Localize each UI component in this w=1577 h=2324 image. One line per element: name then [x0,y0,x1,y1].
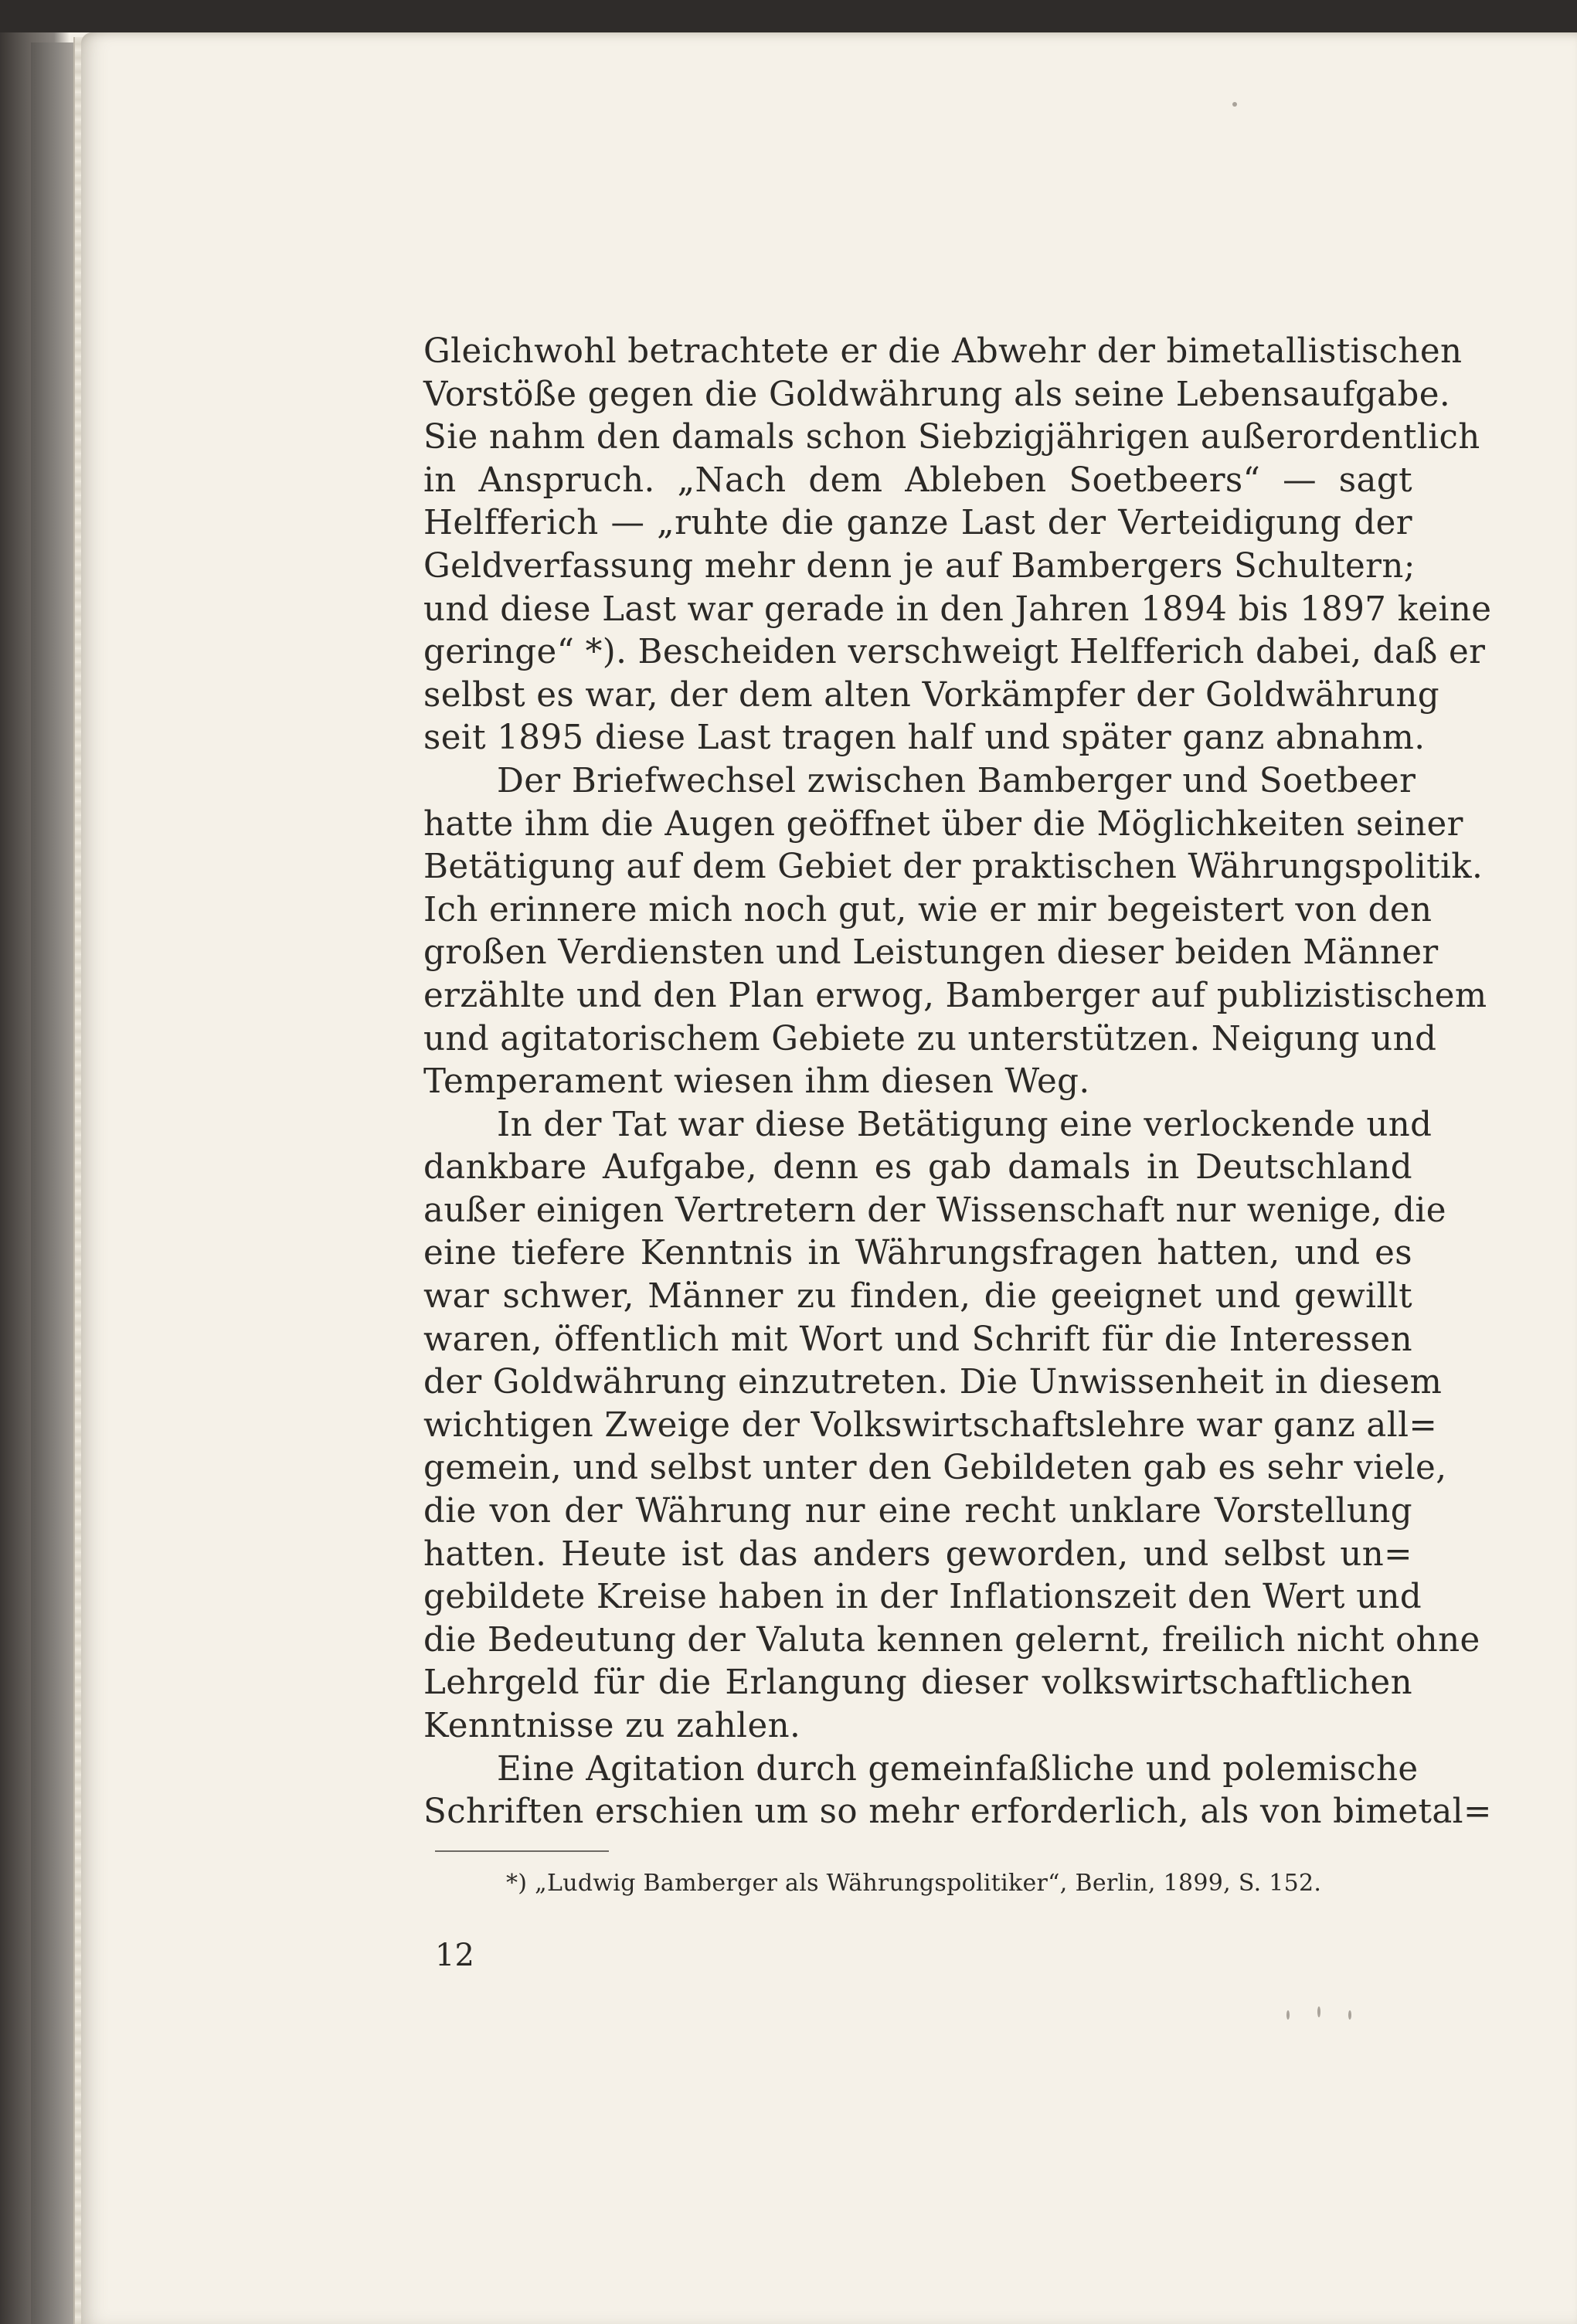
text-line: Betätigung auf dem Gebiet der praktischen Währungspolitik. [423,848,1484,887]
text-line: Gleichwohl betrachtete er die Abwehr der bimetallistischen [423,332,1463,371]
text-line: hatte ihm die Augen geöffnet über die Möglichkeiten seiner [423,804,1463,844]
text-line: dankbare Aufgabe, denn es gab damals in Deutschland [423,1148,1412,1187]
text-line: Der Briefwechsel zwischen Bamberger und Soetbeer [497,761,1416,800]
text-line: Vorstöße gegen die Goldwährung als seine Lebensaufgabe. [423,375,1451,414]
text-line: war schwer, Männer zu finden, die geeignet und gewillt [423,1277,1412,1317]
text-line: Temperament wiesen ihm diesen Weg. [423,1062,1090,1102]
footnote: *) „Ludwig Bamberger als Währungspolitiker“, Berlin, 1899, S. 152. [506,1870,1322,1897]
text-line: Eine Agitation durch gemeinfaßliche und polemische [497,1749,1419,1789]
text-line: hatten. Heute ist das anders geworden, und selbst un= [423,1534,1412,1574]
text-line: seit 1895 diese Last tragen half und später ganz abnahm. [423,719,1426,758]
footnote-divider [435,1850,609,1852]
text-line: Sie nahm den damals schon Siebzigjährigen außerordentlich [423,418,1480,457]
text-line: Schriften erschien um so mehr erforderlich, als von bimetal= [423,1792,1492,1832]
text-line: gemein, und selbst unter den Gebildeten gab es sehr viele, [423,1449,1447,1488]
paragraph-2 [423,760,1487,1104]
paper-speck [1232,102,1237,107]
text-line: die von der Währung nur eine recht unklare Vorstellung [423,1492,1412,1531]
body-text [423,331,1492,1834]
paper-speck [1286,2010,1290,2020]
text-line: außer einigen Vertretern der Wissenschaft nur wenige, die [423,1191,1446,1230]
text-line: eine tiefere Kenntnis in Währungsfragen hatten, und es [423,1234,1412,1273]
text-line: Geldverfassung mehr denn je auf Bambergers Schultern; [423,546,1416,586]
text-line: wichtigen Zweige der Volkswirtschaftslehre war ganz all= [423,1405,1438,1445]
text-line: die Bedeutung der Valuta kennen gelernt, freilich nicht ohne [423,1620,1480,1660]
paragraph-4 [423,1748,1492,1834]
text-line: der Goldwährung einzutreten. Die Unwissenheit in diesem [423,1363,1443,1402]
paper-speck [1317,2006,1320,2017]
page-number: 12 [435,1938,474,1973]
text-line: großen Verdiensten und Leistungen dieser beiden Männer [423,933,1439,973]
text-line: selbst es war, der dem alten Vorkämpfer der Goldwährung [423,675,1439,715]
text-line: Ich erinnere mich noch gut, wie er mir begeistert von den [423,890,1433,929]
text-line: geringe“ *). Bescheiden verschweigt Helfferich dabei, daß er [423,633,1486,672]
scan-background-top [0,0,1577,32]
text-line: Kenntnisse zu zahlen. [423,1707,801,1745]
paragraph-1 [423,331,1492,760]
text-line: und diese Last war gerade in den Jahren 1894 bis 1897 keine [423,589,1492,629]
text-line: und agitatorischem Gebiete zu unterstützen. Neigung und [423,1019,1437,1058]
text-line: Helfferich — „ruhte die ganze Last der Verteidigung der [423,504,1412,543]
text-line: waren, öffentlich mit Wort und Schrift für die Interessen [423,1320,1412,1359]
text-line: in Anspruch. „Nach dem Ableben Soetbeers“ — sagt [423,460,1412,500]
paragraph-3 [423,1104,1480,1748]
paper-speck [1348,2010,1351,2020]
text-line: gebildete Kreise haben in der Inflationszeit den Wert und [423,1578,1422,1617]
text-line: In der Tat war diese Betätigung eine verlockende und [497,1105,1433,1144]
text-line: Lehrgeld für die Erlangung dieser volkswirtschaftlichen [423,1663,1412,1703]
text-line: erzählte und den Plan erwog, Bamberger auf publizistischem [423,976,1487,1015]
